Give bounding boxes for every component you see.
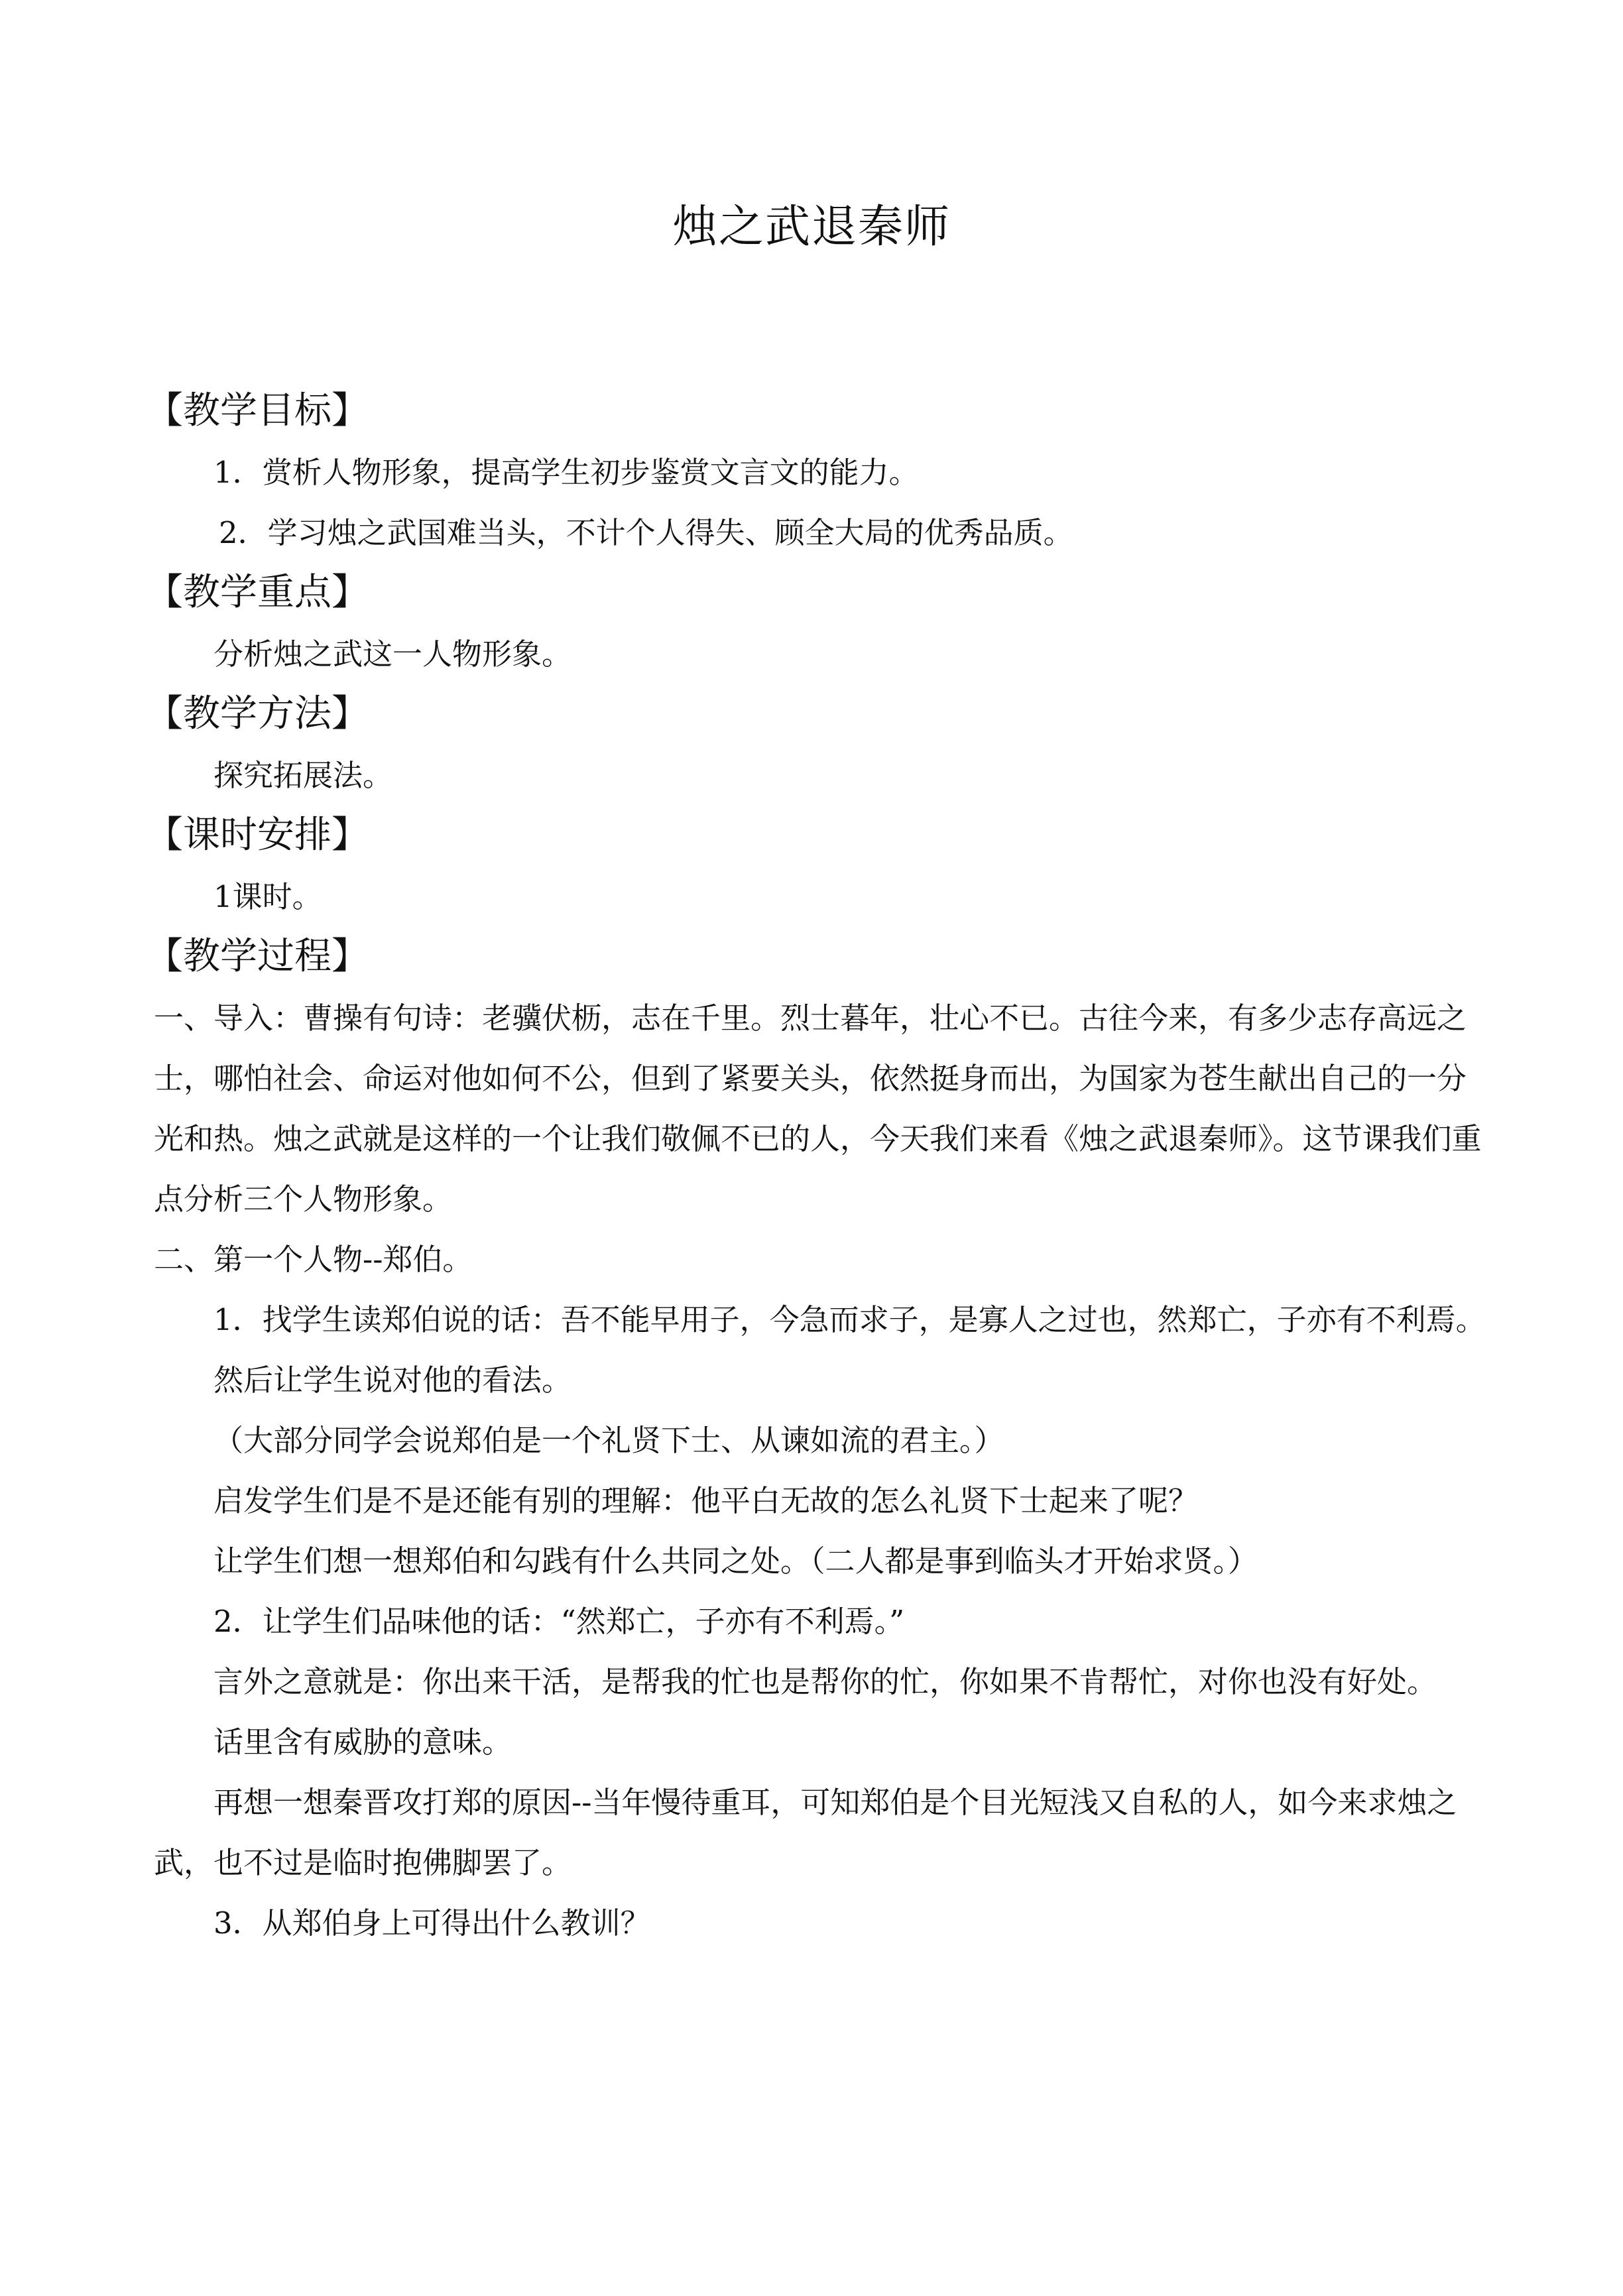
focus-text: 分析烛之武这一人物形象。: [213, 636, 572, 672]
process-paragraph: （大部分同学会说郑伯是一个礼贤下士、从谏如流的君主。）: [213, 1423, 1004, 1458]
process-paragraph: 话里含有威胁的意味。: [213, 1724, 512, 1760]
process-paragraph: 2．让学生们品味他的话：“然郑亡，子亦有不利焉。”: [213, 1604, 905, 1639]
schedule-text: 1课时。: [213, 879, 322, 914]
section-heading-schedule: 【课时安排】: [146, 814, 369, 857]
document-body: [146, 381, 1486, 1953]
goal-item-1: 1．赏析人物形象，提高学生初步鉴赏文言文的能力。: [213, 455, 919, 490]
process-paragraph: 然后让学生说对他的看法。: [213, 1362, 572, 1398]
section-heading-method: 【教学方法】: [146, 692, 369, 735]
document-title: 烛之武退秦师: [672, 201, 951, 253]
goal-item-2: 2．学习烛之武国难当头，不计个人得失、顾全大局的优秀品质。: [219, 515, 1073, 550]
section-heading-goals: 【教学目标】: [146, 389, 369, 432]
process-intro: 一、导入：曹操有句诗：老骥伏枥，志在千里。烈士暮年，壮心不已。古往今来，有多少志存高远之士，哪怕社会、命运对他如何不公，但到了紧要关头，依然挺身而出，为国家为苍生献出自己的一分光和热。烛之武就是这样的一个让我们敬佩不已的人，今天我们来看《烛之武退秦师》。这节课我们重点分析三个人物形象。: [154, 1000, 1482, 1217]
process-paragraph: 让学生们想一想郑伯和勾践有什么共同之处。（二人都是事到临头才开始求贤。）: [213, 1543, 1258, 1579]
section-heading-process: 【教学过程】: [146, 935, 369, 978]
process-part2-title: 二、第一个人物--郑伯。: [154, 1242, 473, 1277]
process-paragraph: 3．从郑伯身上可得出什么教训？: [213, 1905, 650, 1941]
process-paragraph: 再想一想秦晋攻打郑的原因--当年慢待重耳，可知郑伯是个目光短浅又自私的人，如今来求烛之武，也不过是临时抱佛脚罢了。: [154, 1785, 1457, 1880]
process-paragraph: 启发学生们是不是还能有别的理解：他平白无故的怎么礼贤下士起来了呢？: [213, 1483, 1199, 1518]
process-paragraph: 1．找学生读郑伯说的话：吾不能早用子，今急而求子，是寡人之过也，然郑亡，子亦有不利焉。: [213, 1302, 1486, 1337]
method-text: 探究拓展法。: [213, 758, 393, 793]
process-paragraph: 言外之意就是：你出来干活，是帮我的忙也是帮你的忙，你如果不肯帮忙，对你也没有好处。: [213, 1664, 1437, 1699]
section-heading-focus: 【教学重点】: [146, 571, 369, 614]
